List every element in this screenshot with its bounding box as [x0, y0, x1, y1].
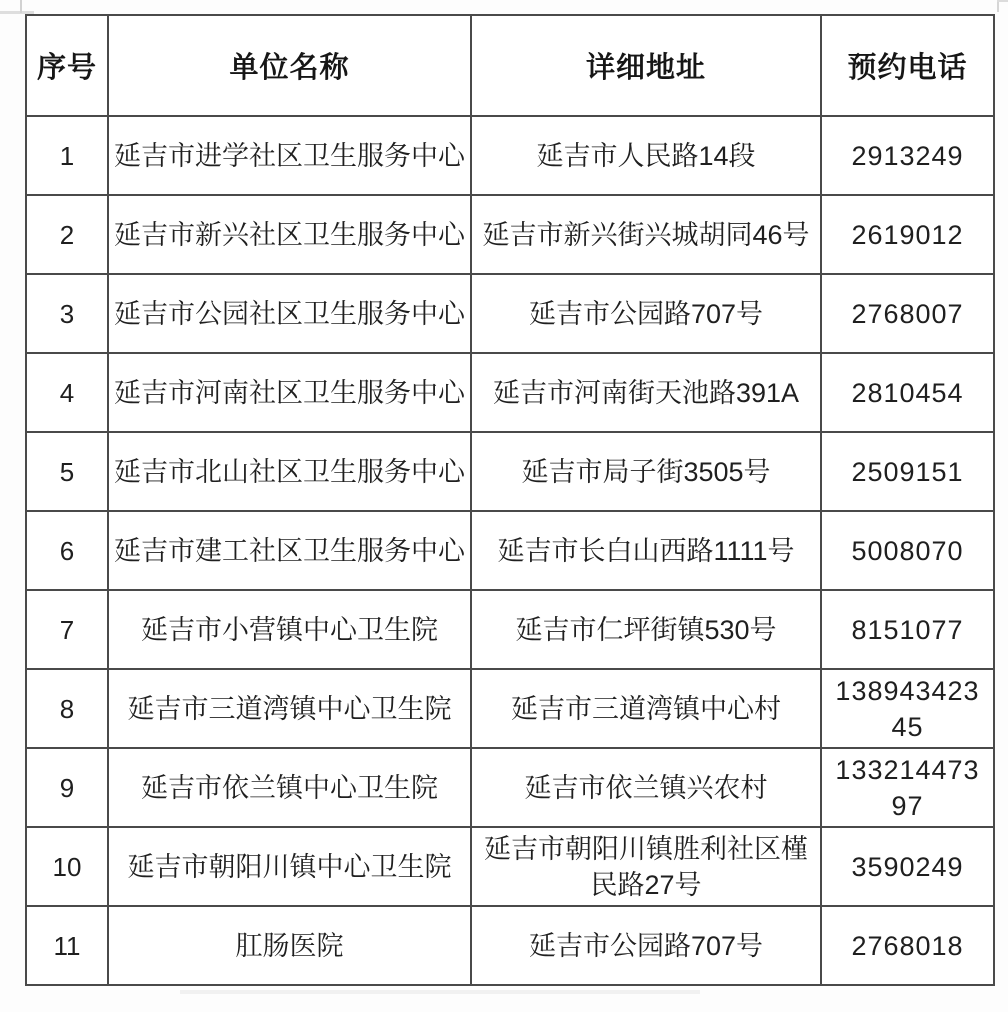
- table-row: [26, 669, 994, 748]
- row-number-cell: 3: [26, 274, 108, 353]
- unit-name-cell: 延吉市建工社区卫生服务中心: [108, 511, 471, 590]
- row-number-cell: 2: [26, 195, 108, 274]
- phone-cell: 2509151: [821, 432, 994, 511]
- header-address: 详细地址: [471, 15, 821, 116]
- scan-artifact-top-left-line: [20, 0, 22, 13]
- unit-name-cell: 延吉市小营镇中心卫生院: [108, 590, 471, 669]
- unit-name-cell: 延吉市河南社区卫生服务中心: [108, 353, 471, 432]
- phone-cell: 13321447397: [821, 748, 994, 827]
- header-phone: 预约电话: [821, 15, 994, 116]
- table-row: [26, 432, 994, 511]
- table-row: [26, 906, 994, 985]
- unit-name-cell: 延吉市进学社区卫生服务中心: [108, 116, 471, 195]
- phone-cell: 2619012: [821, 195, 994, 274]
- table-row: [26, 511, 994, 590]
- phone-cell: 13894342345: [821, 669, 994, 748]
- scan-artifact-top-right-dash: [997, 0, 1008, 2]
- table-row: [26, 274, 994, 353]
- address-cell: 延吉市依兰镇兴农村: [471, 748, 821, 827]
- unit-name-cell: 肛肠医院: [108, 906, 471, 985]
- phone-cell: 2913249: [821, 116, 994, 195]
- scan-artifact-top-left-dash: [0, 11, 34, 14]
- address-cell: 延吉市长白山西路1111号: [471, 511, 821, 590]
- table-row: [26, 353, 994, 432]
- row-number-cell: 10: [26, 827, 108, 906]
- address-cell: 延吉市公园路707号: [471, 274, 821, 353]
- table-row: [26, 195, 994, 274]
- unit-name-cell: 延吉市北山社区卫生服务中心: [108, 432, 471, 511]
- table-body: [26, 116, 994, 985]
- table-row: [26, 748, 994, 827]
- phone-cell: 2810454: [821, 353, 994, 432]
- address-cell: 延吉市局子街3505号: [471, 432, 821, 511]
- header-unit-name: 单位名称: [108, 15, 471, 116]
- unit-name-cell: 延吉市三道湾镇中心卫生院: [108, 669, 471, 748]
- unit-name-cell: 延吉市朝阳川镇中心卫生院: [108, 827, 471, 906]
- unit-name-cell: 延吉市公园社区卫生服务中心: [108, 274, 471, 353]
- address-cell: 延吉市朝阳川镇胜利社区槿民路27号: [471, 827, 821, 906]
- header-row: [26, 15, 994, 116]
- row-number-cell: 1: [26, 116, 108, 195]
- row-number-cell: 5: [26, 432, 108, 511]
- row-number-cell: 7: [26, 590, 108, 669]
- unit-name-cell: 延吉市依兰镇中心卫生院: [108, 748, 471, 827]
- phone-cell: 2768007: [821, 274, 994, 353]
- phone-cell: 8151077: [821, 590, 994, 669]
- address-cell: 延吉市三道湾镇中心村: [471, 669, 821, 748]
- unit-name-cell: 延吉市新兴社区卫生服务中心: [108, 195, 471, 274]
- phone-cell: 2768018: [821, 906, 994, 985]
- row-number-cell: 8: [26, 669, 108, 748]
- address-cell: 延吉市新兴街兴城胡同46号: [471, 195, 821, 274]
- table-row: [26, 827, 994, 906]
- phone-cell: 3590249: [821, 827, 994, 906]
- address-cell: 延吉市公园路707号: [471, 906, 821, 985]
- phone-cell: 5008070: [821, 511, 994, 590]
- row-number-cell: 4: [26, 353, 108, 432]
- address-cell: 延吉市河南街天池路391A: [471, 353, 821, 432]
- row-number-cell: 9: [26, 748, 108, 827]
- health-center-contact-table: [25, 14, 995, 986]
- address-cell: 延吉市人民路14段: [471, 116, 821, 195]
- address-cell: 延吉市仁坪街镇530号: [471, 590, 821, 669]
- header-serial-number: 序号: [26, 15, 108, 116]
- row-number-cell: 6: [26, 511, 108, 590]
- table-row: [26, 590, 994, 669]
- table-row: [26, 116, 994, 195]
- row-number-cell: 11: [26, 906, 108, 985]
- scan-artifact-bottom-smudge: [180, 990, 700, 994]
